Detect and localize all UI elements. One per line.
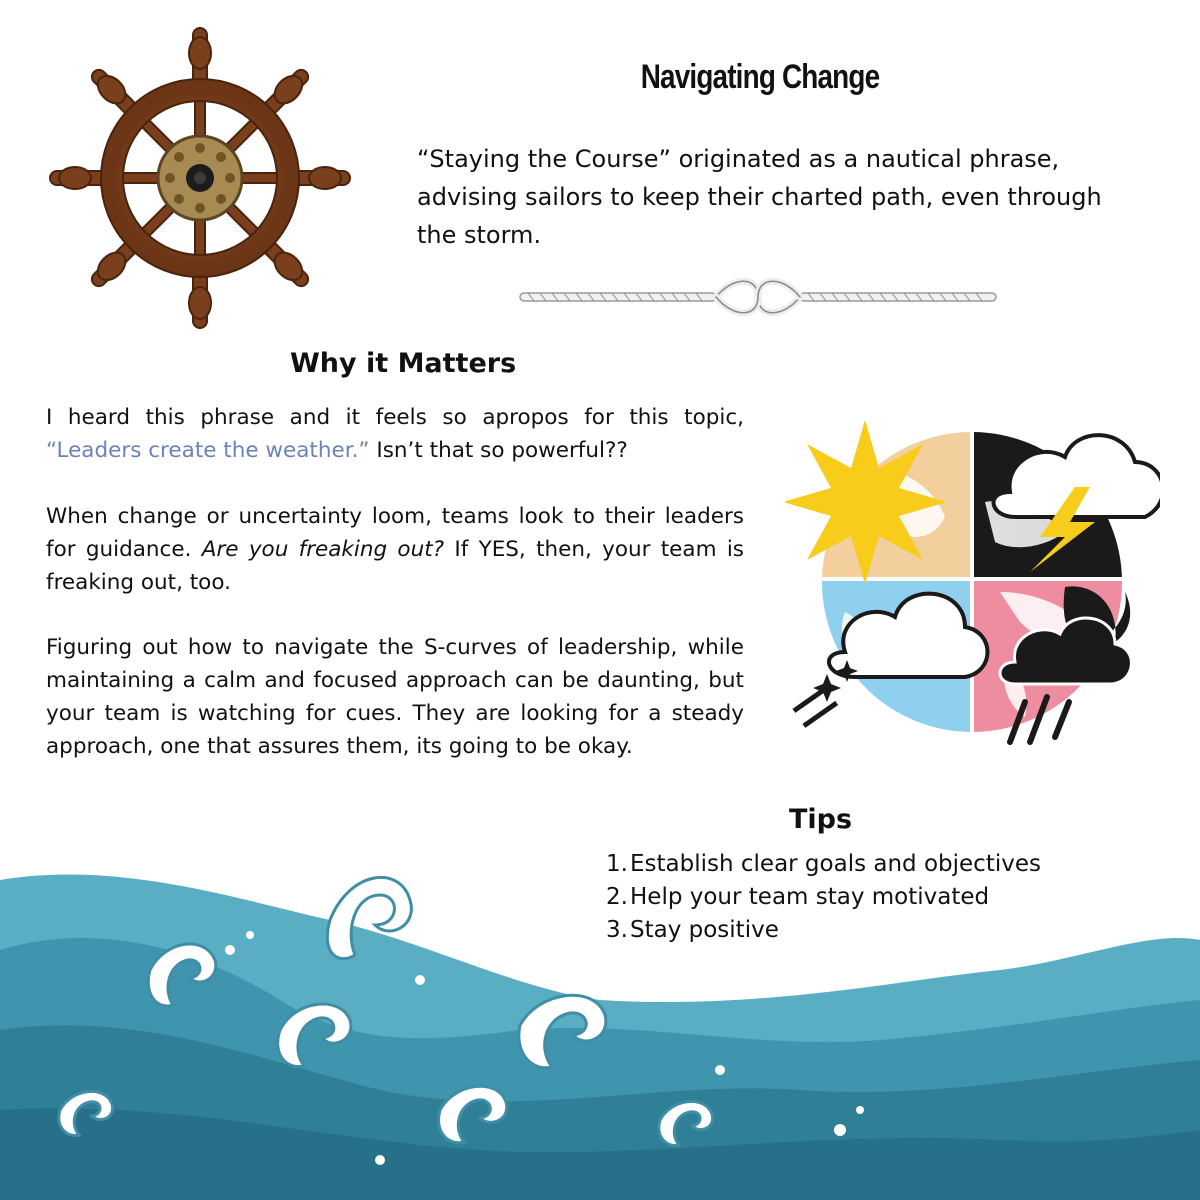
- rope-knot-divider: [518, 276, 998, 318]
- paragraph-2: When change or uncertainty loom, teams look to their leaders for guidance. Are you freaking out? If YES, then, your team is freaking out, too.: [46, 504, 745, 595]
- paragraph-3: Figuring out how to navigate the S-curves of leadership, while maintaining a calm and focused approach can be daunting, but your team is watching for cues. They are looking for a steady approach, one that assures them, its going to be okay.: [46, 635, 744, 759]
- highlighted-quote: “Leaders create the weather.”: [46, 438, 370, 463]
- paragraph-1: I heard this phrase and it feels so apropos for this topic, “Leaders create the weather.” Isn’t that so powerful??: [46, 405, 744, 463]
- ship-wheel-icon: [40, 18, 360, 333]
- italic-question: Are you freaking out?: [201, 537, 445, 562]
- tip-item: 1. Establish clear goals and objectives: [606, 851, 1041, 877]
- tip-item: 3. Stay positive: [606, 917, 779, 943]
- ocean-waves-illustration: [0, 860, 1200, 1200]
- intro-text: “Staying the Course” originated as a nautical phrase, advising sailors to keep their charted path, even through the storm.: [417, 145, 1102, 249]
- weather-globe-icon: [785, 412, 1160, 752]
- page-title: Navigating Change: [640, 58, 880, 96]
- tips-heading: Tips: [789, 804, 853, 835]
- why-heading: Why it Matters: [290, 348, 517, 379]
- tip-item: 2. Help your team stay motivated: [606, 884, 990, 910]
